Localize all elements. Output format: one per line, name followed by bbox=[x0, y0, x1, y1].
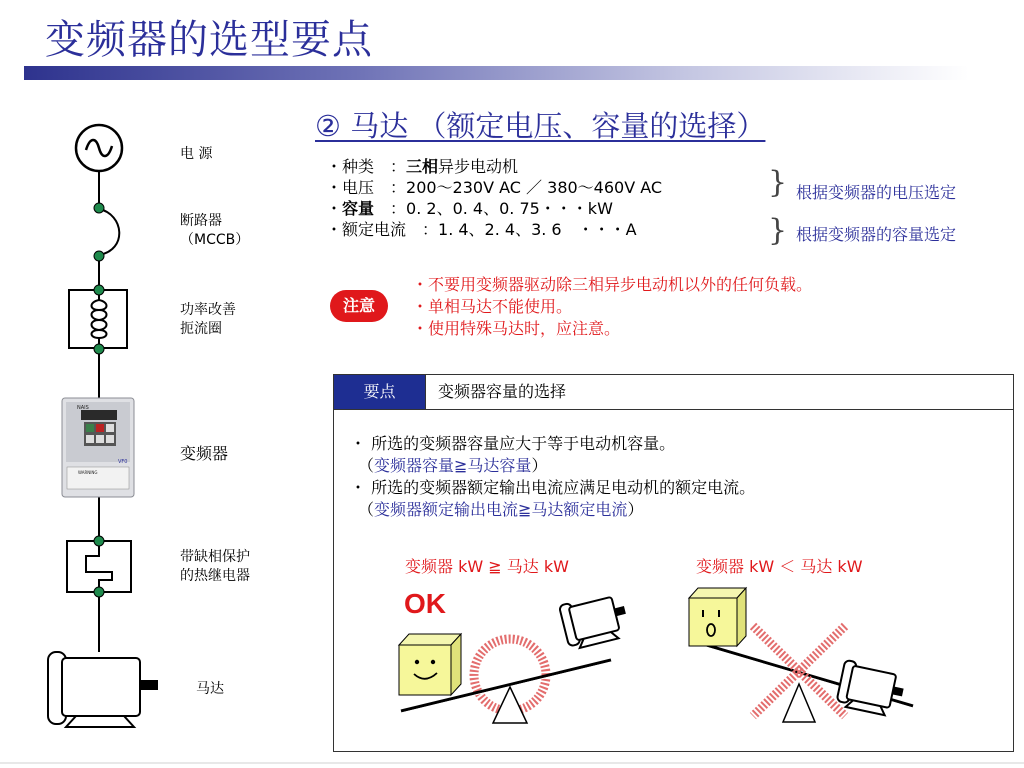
spec-row-voltage: ・电压 ：200～230V AC ／ 380～460V AC bbox=[326, 178, 663, 197]
thermal-relay-icon bbox=[67, 539, 131, 594]
caution-list bbox=[412, 274, 812, 340]
inverter-brand: NAIS bbox=[77, 405, 89, 411]
note-voltage: 根据变频器的电压选定 bbox=[796, 183, 957, 202]
inverter-box-happy-icon bbox=[399, 634, 461, 695]
spec-row-type: ・种类 ：三相异步电动机 bbox=[326, 157, 519, 176]
reactor-icon bbox=[69, 290, 127, 348]
key-points-title: 变频器容量的选择 bbox=[438, 382, 567, 401]
wiring-diagram bbox=[0, 0, 330, 768]
inverter-warning: WARNING bbox=[78, 470, 98, 475]
page-title: 变频器的选型要点 bbox=[45, 17, 373, 63]
ac-source-icon bbox=[76, 125, 122, 171]
label-reactor-line1: 功率改善 bbox=[180, 302, 236, 318]
label-power: 电 源 bbox=[180, 146, 213, 162]
motor-specs bbox=[326, 156, 662, 240]
bullet-capacity: ・ 所选的变频器容量应大于等于电动机容量。 bbox=[350, 434, 676, 453]
seesaw-ok-scene bbox=[399, 591, 631, 723]
spec-row-capacity: ・容量 ：0. 2、0. 4、0. 75・・・kW bbox=[326, 199, 613, 218]
breaker-icon bbox=[99, 209, 119, 255]
compare-ok-label: 变频器 kW ≧ 马达 kW bbox=[405, 557, 569, 576]
compare-ng-label: 变频器 kW ＜ 马达 kW bbox=[696, 557, 863, 576]
inverter-box-worried-icon bbox=[689, 588, 746, 646]
label-breaker-line2: （MCCB） bbox=[180, 232, 250, 248]
brace-capacity-icon: } bbox=[768, 213, 788, 248]
section-heading: ② 马达 （额定电压、容量的选择） bbox=[315, 109, 766, 143]
bullet-capacity-formula: （变频器容量≧马达容量） bbox=[350, 456, 548, 475]
caution-item: ・使用特殊马达时，应注意。 bbox=[412, 319, 621, 338]
key-points-header bbox=[334, 375, 1013, 410]
label-reactor-line2: 扼流圈 bbox=[180, 321, 222, 337]
seesaw-illustration bbox=[333, 560, 1013, 750]
caution-item: ・单相马达不能使用。 bbox=[412, 297, 573, 316]
key-points-bullets bbox=[350, 433, 755, 521]
caution-badge: 注意 bbox=[330, 290, 388, 322]
inverter-device-icon bbox=[62, 398, 134, 497]
note-capacity: 根据变频器的容量选定 bbox=[796, 225, 957, 244]
motor-small-icon bbox=[836, 660, 907, 718]
label-inverter: 变频器 bbox=[180, 444, 229, 463]
motor-icon bbox=[48, 652, 158, 727]
spec-row-current: ・额定电流 ：1. 4、2. 4、3. 6 ・・・A bbox=[326, 220, 637, 239]
ok-mark: OK bbox=[404, 588, 446, 619]
seesaw-ng-scene bbox=[689, 588, 913, 722]
label-reactor bbox=[180, 301, 236, 339]
label-breaker-line1: 断路器 bbox=[180, 213, 222, 229]
label-motor: 马达 bbox=[196, 681, 224, 697]
label-breaker bbox=[180, 212, 249, 250]
bullet-current: ・ 所选的变频器额定输出电流应满足电动机的额定电流。 bbox=[350, 478, 756, 497]
key-points-tag: 要点 bbox=[334, 375, 426, 409]
caution-item: ・不要用变频器驱动除三相异步电动机以外的任何负载。 bbox=[412, 275, 813, 294]
label-relay-line2: 的热继电器 bbox=[180, 568, 250, 584]
motor-small-icon bbox=[559, 591, 631, 651]
bullet-current-formula: （变频器额定输出电流≧马达额定电流） bbox=[350, 500, 644, 519]
label-relay bbox=[180, 548, 250, 586]
brace-voltage-icon: } bbox=[768, 165, 788, 200]
footer-rule bbox=[0, 762, 1024, 764]
label-relay-line1: 带缺相保护 bbox=[180, 549, 250, 565]
inverter-model: VF0 bbox=[118, 459, 128, 465]
